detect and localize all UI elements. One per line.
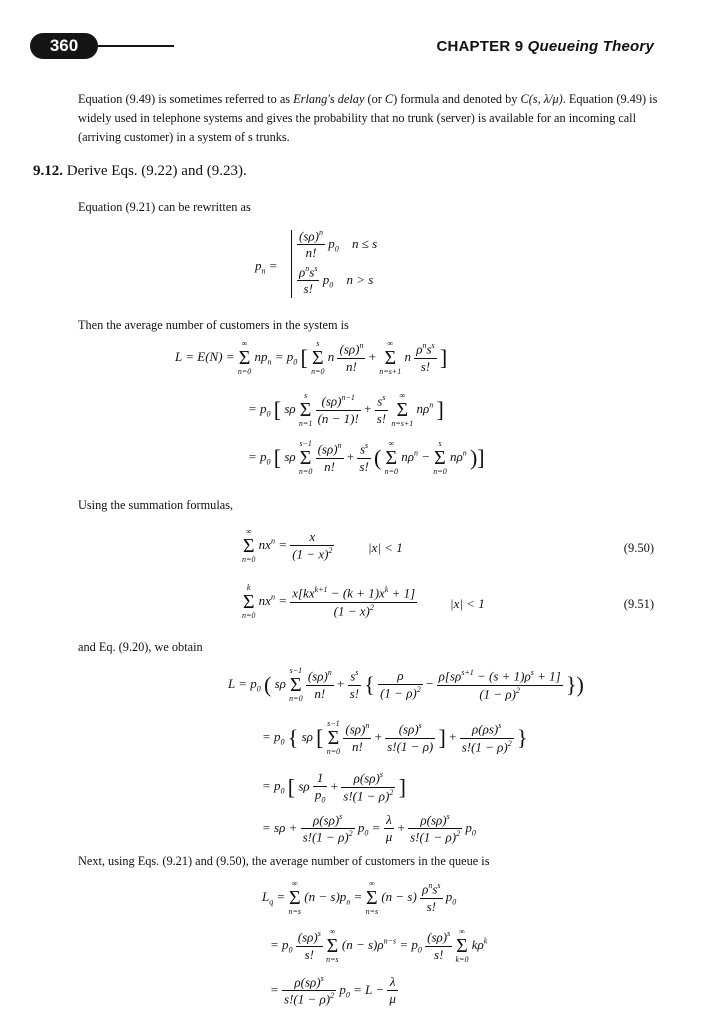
equation-L-derivation-2: = $p_0$ { sρ [ s−1 Σ n=0 $\frac{(s\rho)^n}{n!}$ + $\frac{(s\rho)^s}{s!(1 - \rho)}$ ] + $\frac{\rho(\rho s)^s}{s!(1 - \rho)^2}$ }: [262, 719, 528, 756]
equation-L-line3: = $p_0$ [ sρ s−1 Σ n=0 $\frac{(s\rho)^n}{n!}$ + $\frac{s^s}{s!}$ ( ∞ Σ n=0 $n\rho^n$ − s Σ n=0 $n\rho^n$ )]: [248, 439, 485, 476]
text-average: Then the average number of customers in the system is: [78, 318, 349, 332]
intro-text-mid: (or: [364, 92, 385, 106]
equation-Lq-1: $L_q$ = ∞ Σ n=s $(n - s)p_n$ = ∞ Σ n=s (n − s) $\frac{\rho^ns^s}{s!}$ $p_0$: [262, 879, 457, 916]
equation-L-line1: L = E(N) = ∞ Σ n=0 $np_n = p_0$ [ s Σ n=0 n $\frac{(s\rho)^n}{n!}$ + ∞ Σ n=s+1 n $\frac{\rho^ns^s}{s!}$ ]: [175, 339, 448, 376]
intro-text-start: Equation (9.49) is sometimes referred to as: [78, 92, 294, 106]
equation-pn-piecewise: $p_n$ = $\frac{(s\rho)^n}{n!}$ $p_0$ n ≤ s $\frac{\rho^ns^s}{s!}$ $p_0$ n > s: [255, 228, 378, 297]
intro-notation: C(s, λ/μ): [520, 92, 563, 106]
text-and-eq: and Eq. (9.20), we obtain: [78, 640, 203, 654]
equation-L-derivation-1: $L = p_0$ ( sρ s−1 Σ n=0 $\frac{(s\rho)^n}{n!}$ + $\frac{s^s}{s!}$ { $\frac{\rho}{(1 - \rho)^2}$ − $\frac{\rho[s\rho^{s+1} - (s + 1)\rho^s + 1]}{(1 - \rho)^2}$ }): [228, 666, 584, 703]
equation-Lq-3: = $\frac{\rho(s\rho)^s}{s!(1 - \rho)^2}$ $p_0 = L$ − $\frac{\lambda}{\mu}$: [270, 974, 396, 1007]
case-2-condition: n > s: [346, 271, 374, 287]
problem-title: Derive Eqs. (9.22) and (9.23).: [66, 163, 247, 179]
equation-number-9-50: (9.50): [623, 541, 654, 555]
condition-9-51: |x| < 1: [450, 596, 485, 611]
chapter-header: [436, 38, 654, 55]
equation-9-51: k Σ n=0 $nx^n$ = $\frac{x[kx^{k+1} - (k + 1)x^k + 1]}{(1 - x)^2}$: [242, 583, 416, 620]
equation-9-50: ∞ Σ n=0 $nx^n$ = $\frac{x}{(1 - x)^2}$: [242, 527, 333, 564]
equation-number-9-51: (9.51): [623, 597, 654, 611]
chapter-label: CHAPTER 9: [436, 38, 524, 55]
equation-L-derivation-3: = $p_0$ [ sρ $\frac{1}{p_0}$ + $\frac{\rho(s\rho)^s}{s!(1 - \rho)^2}$ ]: [262, 770, 406, 805]
intro-erlang: Erlang's delay: [293, 92, 365, 106]
intro-paragraph: [78, 90, 658, 147]
intro-c-letter: C: [384, 92, 394, 106]
problem-number: 9.12.: [33, 163, 63, 179]
intro-text-end: . Equation (9.49) is widely used in telephone systems and gives the probability that no trunk (server) is available for an incoming call (arriving customer) in a system of s trunks.: [78, 92, 658, 144]
equation-L-derivation-4: = sρ + $\frac{\rho(s\rho)^s}{s!(1 - \rho)^2}$ $p_0$ = $\frac{\lambda}{\mu}$ + $\frac{\rho(s\rho)^s}{s!(1 - \rho)^2}$ $p_0$: [262, 812, 476, 845]
text-using: Using the summation formulas,: [78, 498, 234, 512]
intro-text-mid2: ) formula and denoted by: [393, 92, 521, 106]
text-rewritten: Equation (9.21) can be rewritten as: [78, 200, 251, 214]
text-next: Next, using Eqs. (9.21) and (9.50), the average number of customers in the queue is: [78, 854, 490, 868]
equation-Lq-2: = $p_0$ $\frac{(s\rho)^s}{s!}$ ∞ Σ n=s $(n - s)\rho^{n-s} = p_0$ $\frac{(s\rho)^s}{s!}$ ∞ Σ k=0 $k\rho^k$: [270, 927, 488, 964]
problem-heading: [33, 163, 247, 180]
header-rule: [96, 45, 174, 47]
page-number: 360: [30, 33, 98, 59]
chapter-title: Queueing Theory: [527, 38, 654, 55]
equation-L-line2: = $p_0$ [ sρ s Σ n=1 $\frac{(s\rho)^{n-1}}{(n - 1)!}$ + $\frac{s^s}{s!}$ ∞ Σ n=s+1 $n\rho^n$ ]: [248, 391, 444, 428]
case-1-condition: n ≤ s: [351, 235, 378, 251]
condition-9-50: |x| < 1: [368, 540, 403, 555]
